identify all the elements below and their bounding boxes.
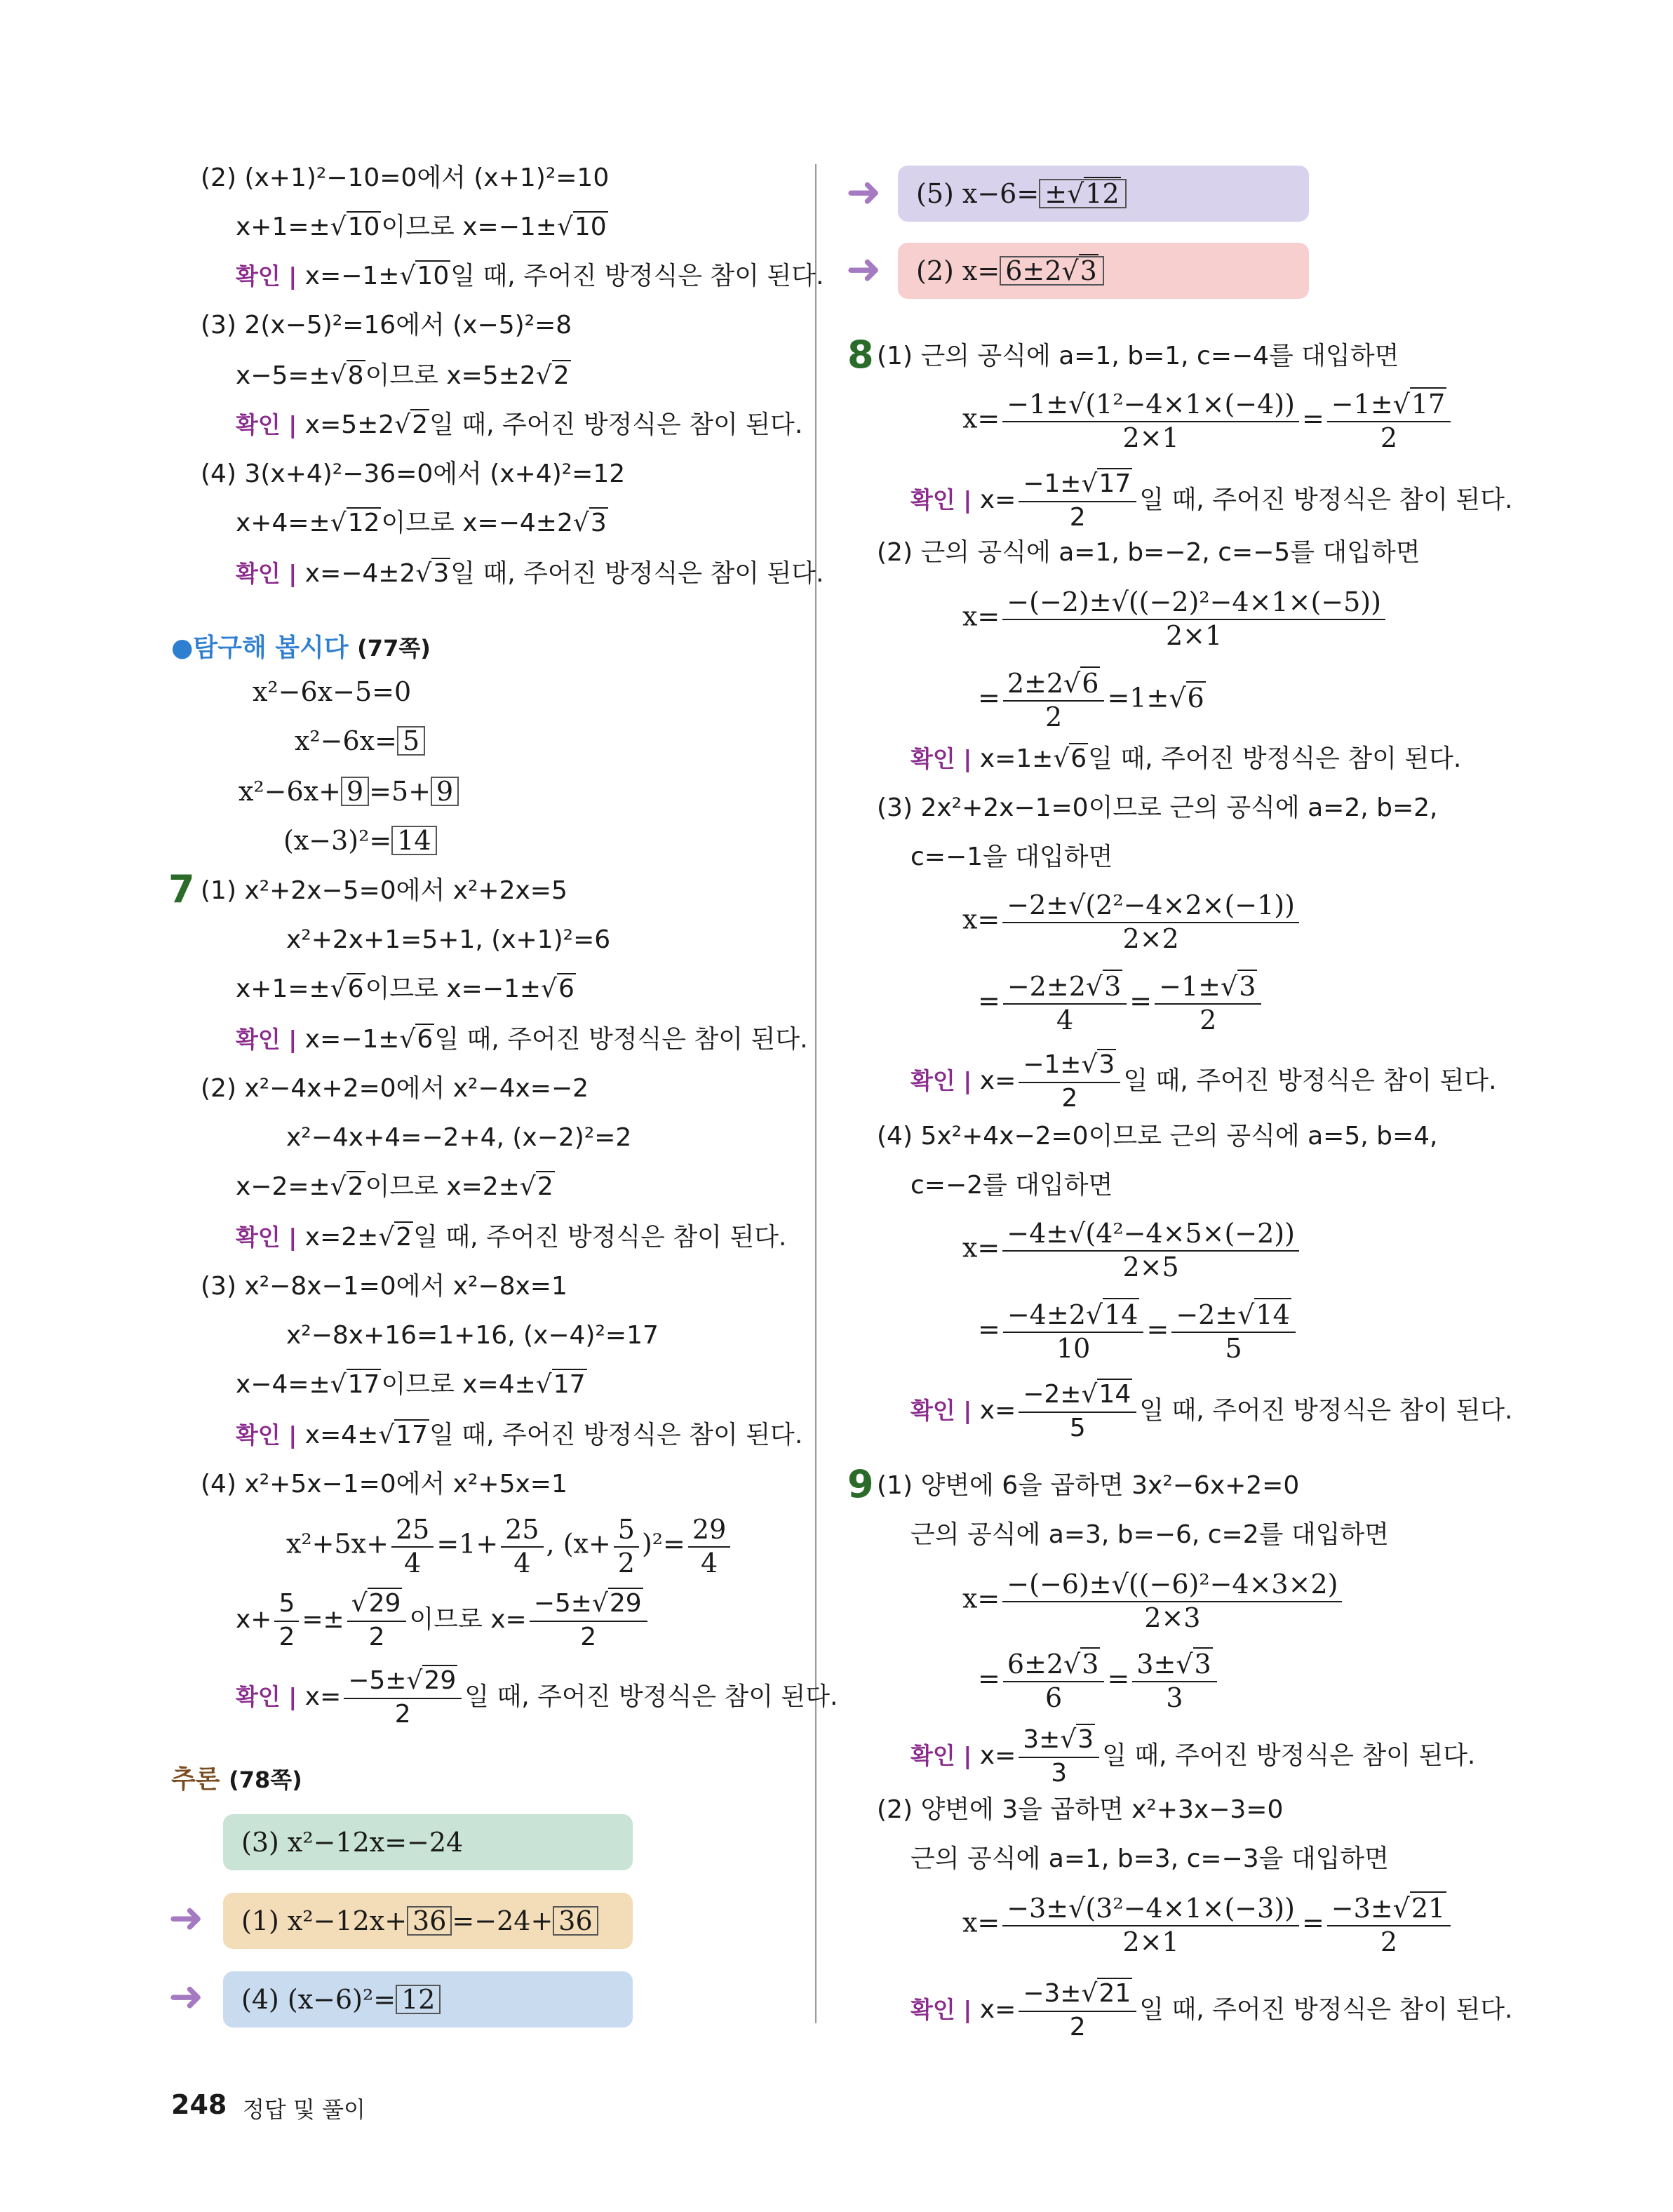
explore-line: x²−6x= 5: [295, 725, 425, 756]
formula-line: x= $\frac{\text{−1±√(1²−4×1×(−4))}}{2\times 1}$ = $\frac{-1\pm√ 17}{2}$: [962, 389, 1453, 453]
circle-bullet-icon: ●: [171, 634, 194, 662]
formula-line: x= $\frac{\text{−4±√(4²−4×5×(−2))}}{2\times 5}$: [962, 1218, 1302, 1282]
formula-line: x= $\frac{\text{−2±√(2²−4×2×(−1))}}{2\times 2}$: [962, 890, 1302, 954]
explore-line: (x−3)²= 14: [283, 825, 437, 856]
step-line: x−4=±√ 17이므로 x=4±√ 17: [236, 1369, 587, 1400]
step-line: (2) x²−4x+2=0에서 x²−4x=−2: [201, 1074, 589, 1103]
step-line: 근의 공식에 a=1, b=3, c=−3을 대입하면: [911, 1844, 1389, 1873]
formula-line: x= $\frac{\text{−(−6)±√((−6)²−4×3×2)}}{2\times 3}$: [962, 1569, 1345, 1633]
reason-card-1: (3) x²−12x=−24: [223, 1814, 633, 1870]
step-line: x−2=±√ 2이므로 x=2±√ 2: [236, 1172, 555, 1202]
step-line: x+1=±√ 6이므로 x=−1±√ 6: [236, 974, 576, 1005]
arrow-right-icon: ➜: [846, 168, 882, 217]
problem-number: 8: [847, 333, 874, 377]
step-line: x+ $\frac{5}{2}$ =± √ $\frac{29}{2}$ 이므로 x= $\frac{-5\pm√ 29}{2}$: [236, 1588, 650, 1653]
check-line: 확인 | x= $\frac{-3\pm√ 21}{2}$ 일 때, 주어진 방정식은 참이 된다.: [911, 1978, 1512, 2043]
arrow-right-icon: ➜: [168, 1972, 204, 2021]
formula-line: x= $\frac{\text{−(−2)±√((−2)²−4×1×(−5))}}{2\times 1}$: [962, 586, 1388, 651]
explore-heading: ●탐구해 봅시다 (77쪽): [171, 634, 431, 662]
check-line: 확인 | x=−1±√ 10일 때, 주어진 방정식은 참이 된다.: [236, 261, 824, 292]
step-line: (3) x²−8x−1=0에서 x²−8x=1: [201, 1272, 567, 1301]
reason-card-2: (1) x²−12x+ 36 =−24+ 36: [223, 1893, 633, 1949]
explore-line: x²−6x+ 9 =5+ 9: [238, 776, 459, 807]
step-line: 근의 공식에 a=3, b=−6, c=2를 대입하면: [911, 1520, 1389, 1549]
step-line: (3) 2x²+2x−1=0이므로 근의 공식에 a=2, b=2,: [877, 793, 1438, 822]
step-line: (4) x²+5x−1=0에서 x²+5x=1: [201, 1470, 567, 1499]
step-line: (4) 3(x+4)²−36=0에서 (x+4)²=12: [201, 460, 626, 488]
step-line: (1) 양변에 6을 곱하면 3x²−6x+2=0: [877, 1471, 1300, 1500]
check-line: 확인 | x=−1±√ 6일 때, 주어진 방정식은 참이 된다.: [236, 1024, 808, 1055]
step-line: x²+2x+1=5+1, (x+1)²=6: [286, 925, 611, 954]
reason-card-4: (5) x−6= ±√ 12: [898, 166, 1309, 222]
problem-number: 9: [847, 1462, 874, 1506]
step-line: (2) (x+1)²−10=0에서 (x+1)²=10: [201, 163, 610, 192]
check-line: 확인 | x=4±√ 17일 때, 주어진 방정식은 참이 된다.: [236, 1420, 802, 1451]
formula-line: = $\frac{-4\pm 2√ 14}{10}$ = $\frac{-2\pm√ 14}{5}$: [978, 1299, 1298, 1364]
check-line: 확인 | x=1±√ 6일 때, 주어진 방정식은 참이 된다.: [911, 744, 1461, 775]
check-line: 확인 | x= $\frac{-1\pm√ 17}{2}$ 일 때, 주어진 방정식은 참이 된다.: [911, 469, 1512, 533]
step-line: (2) 양변에 3을 곱하면 x²+3x−3=0: [877, 1795, 1284, 1824]
problem-number: 7: [168, 867, 195, 911]
arrow-right-icon: ➜: [846, 245, 882, 294]
step-line: (4) 5x²+4x−2=0이므로 근의 공식에 a=5, b=4,: [877, 1122, 1438, 1151]
formula-line: x= $\frac{\text{−3±√(3²−4×1×(−3))}}{2\times 1}$ = $\frac{-3\pm√ 21}{2}$: [962, 1893, 1453, 1957]
formula-line: = $\frac{6\pm 2√ 3}{6}$ = $\frac{3\pm√ 3}{3}$: [978, 1649, 1220, 1713]
step-line: c=−1을 대입하면: [911, 843, 1113, 871]
reason-card-5: (2) x= 6±2√ 3: [898, 243, 1309, 299]
check-line: 확인 | x= $\frac{-2\pm√ 14}{5}$ 일 때, 주어진 방정식은 참이 된다.: [911, 1379, 1512, 1444]
step-line: x²−8x+16=1+16, (x−4)²=17: [286, 1321, 659, 1350]
step-line: x²+5x+ $\frac{25}{4}$ =1+ $\frac{25}{4}$ , (x+ $\frac{5}{2}$ )²= $\frac{29}{4}$: [286, 1514, 733, 1578]
step-line: x²−4x+4=−2+4, (x−2)²=2: [286, 1123, 632, 1152]
step-line: (3) 2(x−5)²=16에서 (x−5)²=8: [201, 311, 572, 340]
step-line: x+1=±√ 10이므로 x=−1±√ 10: [236, 212, 608, 243]
step-line: (1) 근의 공식에 a=1, b=1, c=−4를 대입하면: [877, 342, 1399, 370]
check-line: 확인 | x=2±√ 2일 때, 주어진 방정식은 참이 된다.: [236, 1222, 786, 1253]
arrow-right-icon: ➜: [168, 1893, 204, 1943]
step-line: c=−2를 대입하면: [911, 1171, 1113, 1200]
reason-card-3: (4) (x−6)²= 12: [223, 1971, 633, 2027]
formula-line: = $\frac{-2\pm 2√ 3}{4}$ = $\frac{-1\pm√ 3}{2}$: [978, 971, 1264, 1035]
explore-line: x²−6x−5=0: [253, 676, 412, 707]
reason-heading: 추론 (78쪽): [171, 1765, 302, 1794]
footer-title: 정답 및 풀이: [243, 2096, 365, 2123]
step-line: x+4=±√ 12이므로 x=−4±2√ 3: [236, 508, 608, 539]
check-line: 확인 | x= $\frac{-1\pm√ 3}{2}$ 일 때, 주어진 방정식은 참이 된다.: [911, 1050, 1497, 1114]
step-line: x−5=±√ 8이므로 x=5±2√ 2: [236, 361, 571, 391]
step-line: (1) x²+2x−5=0에서 x²+2x=5: [201, 876, 567, 905]
check-line: 확인 | x= $\frac{3\pm√ 3}{3}$ 일 때, 주어진 방정식은 참이 된다.: [911, 1724, 1475, 1789]
column-divider: [815, 164, 817, 2023]
check-line: 확인 | x=−4±2√ 3일 때, 주어진 방정식은 참이 된다.: [236, 558, 824, 589]
formula-line: = $\frac{2\pm 2√ 6}{2}$ =1±√ 6: [978, 668, 1206, 732]
step-line: (2) 근의 공식에 a=1, b=−2, c=−5를 대입하면: [877, 538, 1420, 567]
check-line: 확인 | x= $\frac{-5\pm√ 29}{2}$ 일 때, 주어진 방정식은 참이 된다.: [236, 1665, 838, 1730]
check-line: 확인 | x=5±2√ 2일 때, 주어진 방정식은 참이 된다.: [236, 410, 802, 441]
page-number: 248: [171, 2089, 227, 2120]
